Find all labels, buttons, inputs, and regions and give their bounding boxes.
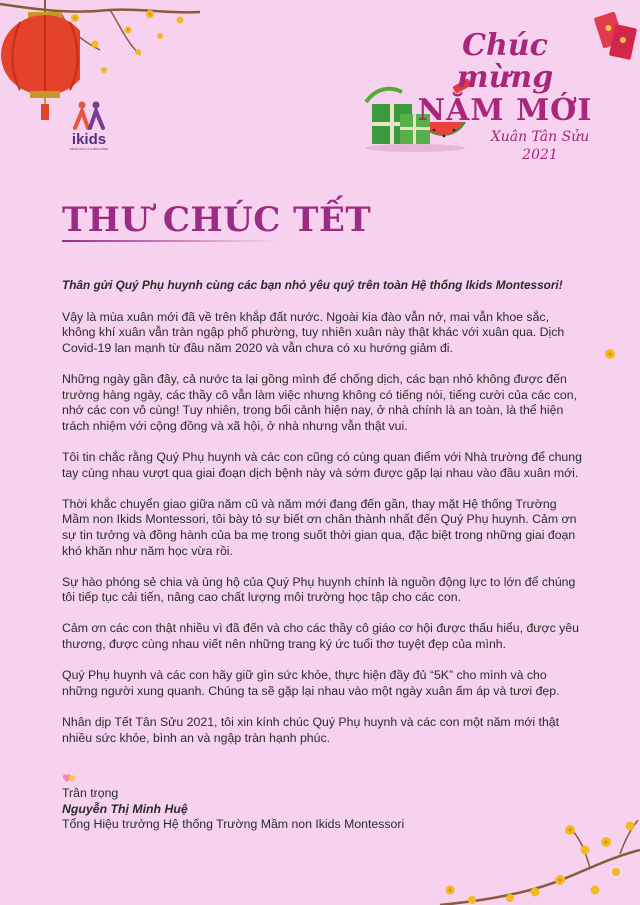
paragraph-2: Những ngày gần đây, cả nước ta lại gồng mình để chống dịch, các bạn nhỏ không được đến trường hàng ngày, các thầy cô vẫn làm việc nhưng không có tiếng nói, tiếng cười của các con, nhớ các con vô cùng! Tuy nhiên, trong bối cảnh hiện nay, ở nhà chính là an toàn, là thể hiện trách nhiệm với cộng đồng và xã hội, ở nhà nhưng vẫn thật vui. (62, 371, 577, 433)
paragraph-1: Vậy là mùa xuân mới đã về trên khắp đất nước. Ngoài kia đào vẫn nở, mai vẫn khoe sắc, không khí xuân vẫn tràn ngập phố phường, tuy nhiên xuân này thật khác với xuân qua. Dịch Covid-19 lan mạnh từ đầu năm 2020 và vẫn chưa có xu hướng giảm đi. (62, 309, 565, 355)
logo-name: ikids (71, 131, 107, 148)
signer-position: Tổng Hiệu trưởng Hệ thống Trường Mầm non Ikids Montessori (62, 817, 405, 832)
signoff (62, 770, 404, 833)
banner-line-2: NĂM MỚI (417, 93, 593, 128)
page-title: THƯ CHÚC TẾT (62, 200, 372, 240)
banner-line-3: Xuân Tân Sửu 2021 (490, 129, 590, 163)
banner-line-1: Chúc mừng (456, 28, 554, 95)
paragraph-5: Sự hào phóng sẻ chia và ủng hộ của Quý Phụ huynh chính là nguồn động lực to lớn để chúng tôi tiếp tục cải tiến, nâng cao chất lượng môi trường học tập cho các con. (62, 574, 576, 605)
letter-body (62, 278, 582, 762)
paragraph-8: Nhân dịp Tết Tân Sửu 2021, tôi xin kính chúc Quý Phụ huynh và các con một năm mới thật nhiều sức khỏe, bình an và ngập tràn hạnh phúc. (62, 715, 560, 745)
title-underline (62, 240, 276, 242)
greeting: Thân gửi Quý Phụ huynh cùng các bạn nhỏ yêu quý trên toàn Hệ thống Ikids Montessori! (62, 278, 563, 292)
closing: Trân trọng (62, 786, 119, 800)
logo-tagline: EM ĐƯỢC LÀ CHÍNH MÌNH (69, 147, 109, 151)
blossom-branch-bottom-right (420, 810, 640, 905)
small-blossom-icon (604, 348, 616, 360)
paragraph-4: Thời khắc chuyển giao giữa năm cũ và năm mới đang đến gần, thay mặt Hệ thống Trường Mầm non Ikids Montessori, tôi bày tỏ sự biết ơn chân thành nhất đến Quý Phụ huynh. Cảm ơn sự tin tưởng và đồng hành của ba mẹ trong suốt thời gian qua, đặc biệt trong những giai đoạn khó khăn như năm học vừa rồi. (62, 496, 577, 558)
paragraph-3: Tôi tin chắc rằng Quý Phụ huynh và các con cũng có cùng quan điểm với Nhà trường để chung tay cùng nhau vượt qua giai đoạn dịch bệnh này và sớm được gặp lại nhau vào đầu xuân mới. (62, 449, 582, 480)
hearts-icon (62, 770, 78, 786)
paragraph-7: Quý Phụ huynh và các con hãy giữ gìn sức khỏe, thực hiện đầy đủ “5K” cho mình và cho những người xung quanh. Chúng ta sẽ gặp lại nhau vào một ngày xuân ấm áp và tươi đẹp. (62, 668, 560, 698)
new-year-banner (410, 30, 600, 164)
kids-figures-icon (69, 100, 109, 130)
ikids-logo (62, 100, 116, 151)
signer-name: Nguyễn Thị Minh Huệ (62, 801, 188, 816)
paragraph-6: Cảm ơn các con thật nhiều vì đã đến và cho các thầy cô giáo cơ hội được thấu hiểu, được yêu thương, được cùng nhau viết nên những trang ký ức tuổi thơ tuyệt đẹp của mình. (62, 621, 579, 652)
